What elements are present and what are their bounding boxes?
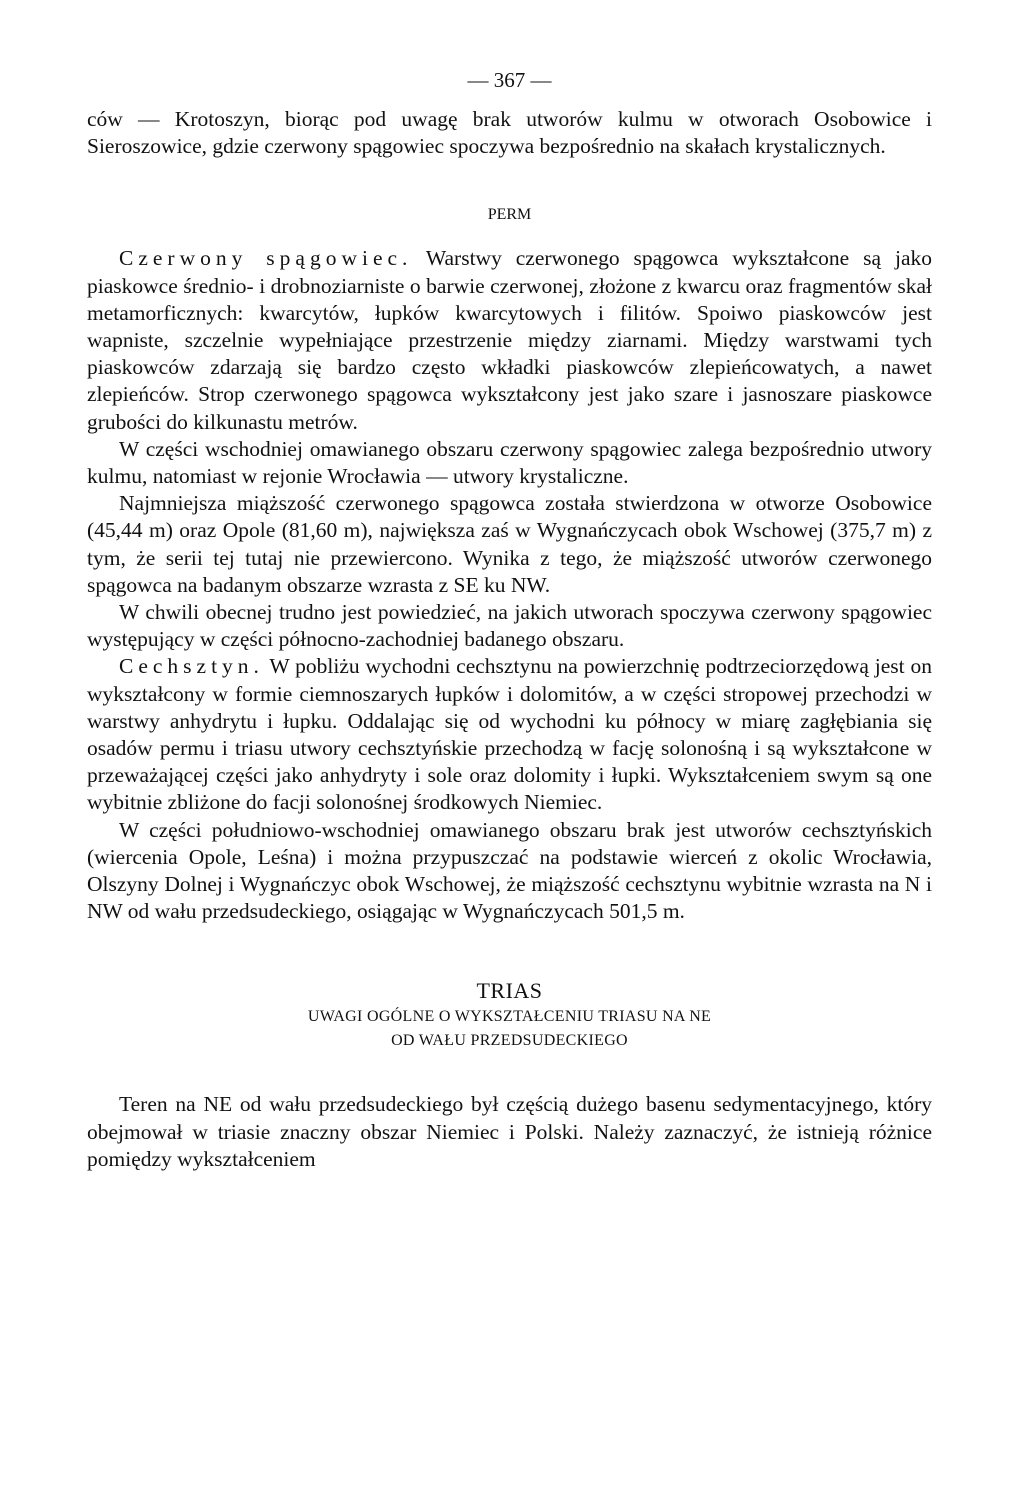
paragraph-czerwony-spagowiec xyxy=(87,245,932,435)
intro-paragraph: ców — Krotoszyn, biorąc pod uwagę brak utworów kulmu w otworach Osobowice i Sieroszowice, gdzie czerwony spągowiec spoczywa bezpośrednio na skałach krystalicznych. xyxy=(87,107,932,159)
paragraph-northwest: W chwili obecnej trudno jest powiedzieć, na jakich utworach spoczywa czerwony spągowiec występujący w części północno-zachodniej badanego obszaru. xyxy=(87,600,932,652)
subheading-line-2: OD WAŁU PRZEDSUDECKIEGO xyxy=(391,1032,628,1050)
paragraph-thickness: Najmniejsza miąższość czerwonego spągowca została stwierdzona w otworze Osobowice (45,44 m) oraz Opole (81,60 m), największa zaś w Wygnańczycach obok Wschowej (375,7 m) z tym, że serii tej tutaj nie przewiercono. Wynika z tego, że miąższość utworów czerwonego spągowca na badanym obszarze wzrasta z SE ku NW. xyxy=(87,491,932,597)
section-heading-trias: TRIAS xyxy=(476,978,543,1004)
paragraph-southeast: W części południowo-wschodniej omawianego obszaru brak jest utworów cechsztyńskich (wiercenia Opole, Leśna) i można przypuszczać na podstawie wierceń z okolic Wrocławia, Olszyny Dolnej i Wygnańczyc obok Wschowej, że miąższość cechsztynu wybitnie wzrasta na N i NW od wału przedsudeckiego, osiągając w Wygnańczycach 501,5 m. xyxy=(87,817,932,924)
paragraph-east-part: W części wschodniej omawianego obszaru czerwony spągowiec zalega bezpośrednio utwory kulmu, natomiast w rejonie Wrocławia — utwory krystaliczne. xyxy=(87,436,932,489)
paragraph-cechsztyn xyxy=(87,653,932,816)
section-heading-perm: PERM xyxy=(487,206,532,224)
paragraph-trias-intro: Teren na NE od wału przedsudeckiego był częścią dużego basenu sedymentacyjnego, który obejmował w triasie znaczny obszar Niemiec i Polski. Należy zaznaczyć, że istnieją różnice pomiędzy wykształceniem xyxy=(87,1092,932,1171)
paragraph-text: Warstwy czerwonego spągowca wykształcone są jako piaskowce średnio- i drobnoziarniste o barwie czerwonej, złożone z kwarcu oraz fragmentów skał metamorficznych: kwarcytów, łupków kwarcytowych i filitów. Spoiwo piaskowców jest wapniste, szczelnie wypełniające przestrzenie między ziarnami. Między warstwami tych piaskowców zdarzają się bardzo często wkładki piaskowców zlepieńcowatych, a nawet zlepieńców. Strop czerwonego spągowca wykształcony jest jako szare i jasnoszare piaskowce grubości do kilkunastu metrów. xyxy=(87,246,932,434)
subheading-line-1: UWAGI OGÓLNE O WYKSZTAŁCENIU TRIASU NA NE xyxy=(307,1008,712,1026)
paragraph-text: W pobliżu wychodni cechsztynu na powierzchnię podtrzeciorzędową jest on wykształcony w formie ciemnoszarych łupków i dolomitów, a w części stropowej przechodzi w warstwy anhydrytu i łupku. Oddalając się od wychodni ku północy w miarę zagłębiania się osadów permu i triasu utwory cechsztyńskie przechodzą w fację solonośną i są wykształcone w przeważającej części jako anhydryty i sole oraz dolomity i łupki. Wykształceniem swym są one wybitnie zbliżone do facji solonośnej środkowych Niemiec. xyxy=(87,654,932,815)
document-page xyxy=(87,62,932,1173)
spaced-term-czerwony-spagowiec: Czerwony spągowiec. xyxy=(119,246,413,271)
page-number: — 367 — xyxy=(467,68,552,92)
spaced-term-cechsztyn: Cechsztyn. xyxy=(119,654,264,679)
